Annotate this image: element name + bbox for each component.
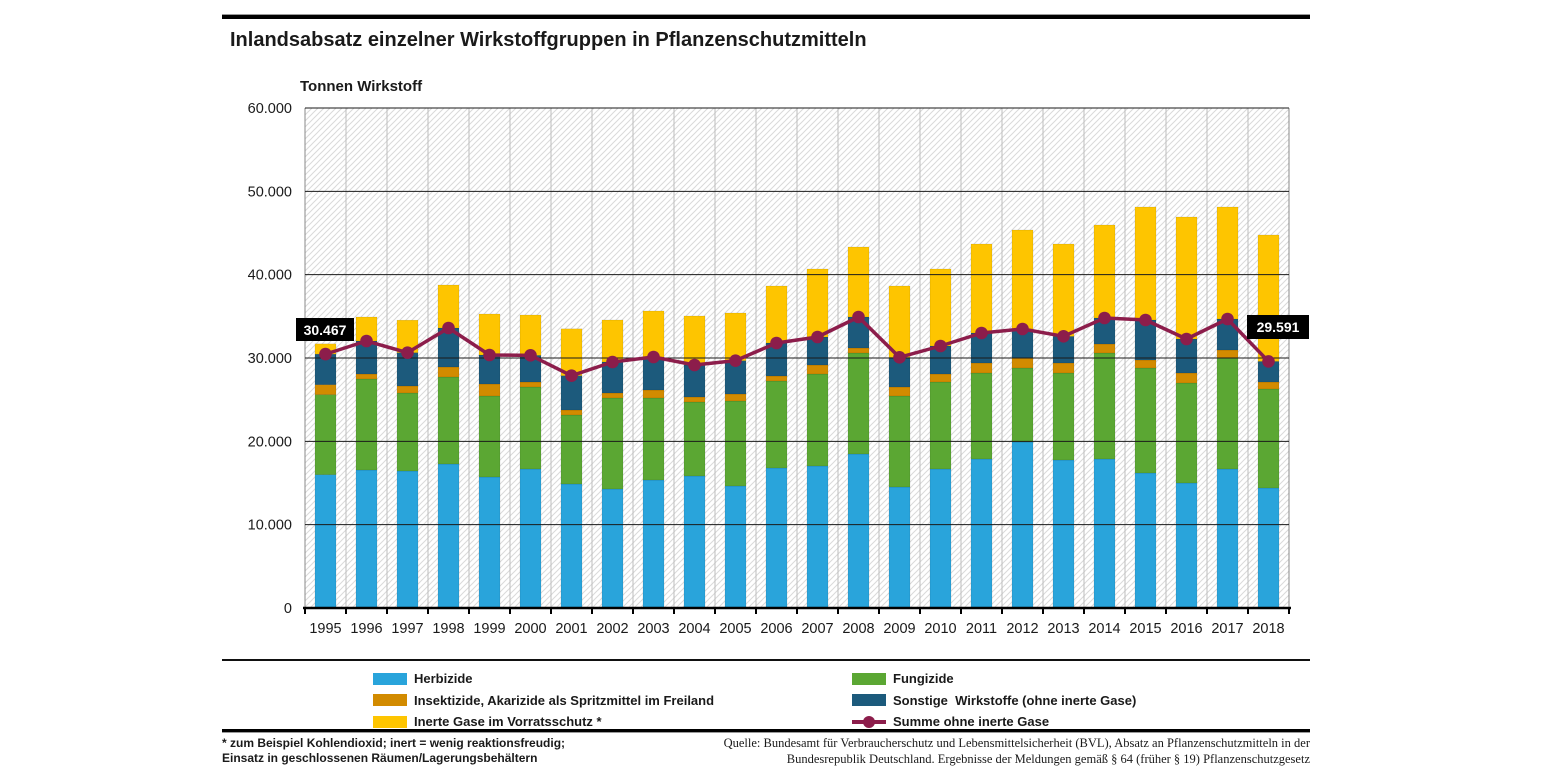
bar-segment-insektizide-2009 — [889, 387, 910, 396]
legend-item-label: Fungizide — [893, 671, 954, 687]
bar-segment-fungizide-2007 — [807, 374, 828, 466]
bar-segment-insektizide-2018 — [1258, 382, 1279, 389]
bar-segment-fungizide-2001 — [561, 415, 582, 484]
bar-segment-insektizide-2007 — [807, 365, 828, 374]
bar-segment-fungizide-2018 — [1258, 389, 1279, 488]
bar-segment-herbizide-2015 — [1135, 473, 1156, 608]
legend-swatch-icon — [373, 694, 407, 706]
line-marker-2016 — [1180, 333, 1193, 346]
bar-segment-insektizide-2011 — [971, 363, 992, 373]
bar-segment-herbizide-2018 — [1258, 488, 1279, 608]
bar-segment-insektizide-2015 — [1135, 360, 1156, 368]
x-axis-label: 2012 — [1006, 621, 1039, 637]
legend-swatch-icon — [373, 716, 407, 728]
bar-segment-insektizide-1998 — [438, 367, 459, 377]
bar-segment-insektizide-2014 — [1094, 344, 1115, 353]
footnote-line-2: Einsatz in geschlossenen Räumen/Lagerungsbehältern — [222, 751, 538, 765]
x-axis-label: 1998 — [432, 621, 465, 637]
bar-segment-fungizide-1996 — [356, 379, 377, 470]
bar-segment-herbizide-2004 — [684, 476, 705, 608]
x-axis-label: 2010 — [924, 621, 957, 637]
bar-segment-insektizide-2013 — [1053, 363, 1074, 373]
bar-segment-inerte_gase-2011 — [971, 244, 992, 333]
bar-segment-insektizide-2006 — [766, 376, 787, 381]
bar-segment-insektizide-2001 — [561, 410, 582, 415]
bar-segment-fungizide-2004 — [684, 402, 705, 476]
line-marker-2006 — [770, 337, 783, 350]
bar-segment-inerte_gase-2017 — [1217, 207, 1238, 319]
x-axis-label: 2014 — [1088, 621, 1121, 637]
line-marker-2012 — [1016, 323, 1029, 336]
line-marker-1997 — [401, 346, 414, 359]
bar-segment-inerte_gase-2001 — [561, 329, 582, 376]
line-marker-2000 — [524, 349, 537, 362]
line-marker-2007 — [811, 331, 824, 344]
legend-item-label: Inerte Gase im Vorratsschutz * — [414, 714, 602, 730]
bar-segment-insektizide-2003 — [643, 390, 664, 398]
line-marker-2003 — [647, 351, 660, 364]
legend-left-column — [373, 668, 714, 733]
x-axis-label: 2004 — [678, 621, 711, 637]
x-axis-label: 2002 — [596, 621, 629, 637]
bar-segment-inerte_gase-2008 — [848, 247, 869, 317]
bar-segment-herbizide-1998 — [438, 464, 459, 608]
bar-segment-insektizide-1999 — [479, 384, 500, 396]
bar-segment-herbizide-2007 — [807, 466, 828, 608]
bar-segment-inerte_gase-2006 — [766, 286, 787, 343]
bar-segment-fungizide-1995 — [315, 395, 336, 475]
bar-segment-herbizide-2001 — [561, 484, 582, 608]
bar-segment-inerte_gase-2003 — [643, 311, 664, 357]
bar-segment-herbizide-2011 — [971, 459, 992, 608]
chart-legend — [222, 659, 1310, 731]
bar-segment-fungizide-2002 — [602, 398, 623, 489]
source-line-2: Bundesrepublik Deutschland. Ergebnisse der Meldungen gemäß § 64 (früher § 19) Pflanzenschutzgesetz — [786, 751, 1310, 766]
bar-segment-inerte_gase-2013 — [1053, 244, 1074, 336]
bar-segment-herbizide-2013 — [1053, 460, 1074, 608]
bar-segment-inerte_gase-2015 — [1135, 207, 1156, 320]
x-axis-label: 2018 — [1252, 621, 1285, 637]
summe-line-icon — [852, 716, 886, 728]
y-axis-title: Tonnen Wirkstoff — [300, 78, 423, 95]
line-marker-2018 — [1262, 355, 1275, 368]
bar-segment-fungizide-2006 — [766, 381, 787, 468]
x-axis-label: 1996 — [350, 621, 383, 637]
bar-segment-fungizide-1999 — [479, 396, 500, 477]
bar-segment-inerte_gase-2010 — [930, 269, 951, 346]
y-axis-label: 40.000 — [247, 267, 292, 284]
bar-segment-herbizide-1999 — [479, 477, 500, 608]
y-axis-label: 50.000 — [247, 184, 292, 201]
x-axis-label: 1999 — [473, 621, 506, 637]
line-marker-1995 — [319, 348, 332, 361]
bar-segment-herbizide-2016 — [1176, 483, 1197, 608]
y-axis-label: 60.000 — [247, 101, 292, 117]
bar-segment-fungizide-2015 — [1135, 368, 1156, 473]
line-marker-1999 — [483, 349, 496, 362]
bar-segment-fungizide-1998 — [438, 377, 459, 464]
line-marker-2017 — [1221, 313, 1234, 326]
line-marker-1998 — [442, 322, 455, 335]
bar-segment-fungizide-1997 — [397, 393, 418, 471]
x-axis-label: 2011 — [965, 621, 998, 637]
bar-segment-inerte_gase-2016 — [1176, 217, 1197, 339]
line-marker-2010 — [934, 340, 947, 353]
legend-item-label: Herbizide — [414, 671, 473, 687]
bar-segment-herbizide-2002 — [602, 489, 623, 608]
bar-segment-inerte_gase-2005 — [725, 313, 746, 361]
legend-item — [852, 690, 1136, 712]
y-axis-label: 0 — [283, 601, 292, 617]
bar-segment-insektizide-2012 — [1012, 358, 1033, 368]
bar-segment-inerte_gase-2018 — [1258, 235, 1279, 361]
line-marker-2001 — [565, 369, 578, 382]
bar-segment-fungizide-2016 — [1176, 383, 1197, 483]
bar-segment-insektizide-2000 — [520, 382, 541, 387]
line-marker-2005 — [729, 354, 742, 367]
bar-segment-fungizide-2005 — [725, 401, 746, 486]
y-axis-label: 20.000 — [247, 434, 292, 451]
legend-item-label: Insektizide, Akarizide als Spritzmittel im Freiland — [414, 692, 715, 708]
bar-segment-fungizide-2017 — [1217, 358, 1238, 469]
x-axis-label: 1995 — [309, 621, 342, 637]
bar-segment-inerte_gase-2014 — [1094, 225, 1115, 318]
legend-swatch-icon — [852, 673, 886, 685]
bar-segment-herbizide-1997 — [397, 471, 418, 608]
bar-segment-herbizide-2010 — [930, 469, 951, 608]
x-axis-label: 2006 — [760, 621, 793, 637]
x-axis-label: 2003 — [637, 621, 670, 637]
line-marker-2011 — [975, 327, 988, 340]
bar-segment-insektizide-2008 — [848, 348, 869, 353]
line-marker-1996 — [360, 335, 373, 348]
data-label-1995: 30.467 — [296, 318, 354, 341]
legend-swatch-icon — [373, 673, 407, 685]
bar-segment-herbizide-2006 — [766, 468, 787, 608]
bar-segment-insektizide-2002 — [602, 393, 623, 398]
legend-item-label: Sonstige Wirkstoffe (ohne inerte Gase) — [893, 692, 1137, 708]
bar-segment-herbizide-2000 — [520, 469, 541, 608]
x-axis-label: 2001 — [555, 621, 588, 637]
legend-bottom-rule — [222, 729, 1310, 733]
source-citation — [724, 736, 1310, 767]
line-marker-2013 — [1057, 330, 1070, 343]
bar-segment-herbizide-2017 — [1217, 469, 1238, 608]
bar-segment-fungizide-2010 — [930, 382, 951, 469]
legend-right-column — [852, 668, 1136, 733]
x-axis-label: 2013 — [1047, 621, 1080, 637]
legend-item-label: Summe ohne inerte Gase — [893, 714, 1050, 730]
bar-segment-herbizide-2003 — [643, 480, 664, 608]
line-marker-2004 — [688, 359, 701, 372]
bar-segment-insektizide-1995 — [315, 385, 336, 395]
legend-line-marker — [863, 716, 875, 728]
bar-segment-herbizide-2005 — [725, 486, 746, 608]
bar-segment-insektizide-2005 — [725, 394, 746, 401]
bar-segment-insektizide-2017 — [1217, 350, 1238, 358]
x-axis-label: 2007 — [801, 621, 834, 637]
y-axis-label: 30.000 — [247, 351, 292, 367]
legend-item — [373, 690, 714, 712]
x-axis-label: 1997 — [391, 621, 424, 637]
bar-segment-fungizide-2000 — [520, 387, 541, 469]
legend-swatch-icon — [852, 694, 886, 706]
bar-segment-inerte_gase-2007 — [807, 269, 828, 337]
line-marker-2014 — [1098, 312, 1111, 325]
bar-segment-insektizide-2010 — [930, 374, 951, 382]
footnote-line-1: * zum Beispiel Kohlendioxid; inert = wenig reaktionsfreudig; — [222, 736, 566, 750]
bar-segment-insektizide-1996 — [356, 374, 377, 379]
x-axis-label: 2008 — [842, 621, 875, 637]
y-axis-label: 10.000 — [247, 517, 292, 534]
data-label-2018: 29.591 — [1247, 315, 1309, 339]
x-axis-label: 2000 — [514, 621, 547, 637]
bar-segment-inerte_gase-2012 — [1012, 230, 1033, 329]
bar-segment-insektizide-1997 — [397, 386, 418, 393]
bar-segment-herbizide-1995 — [315, 475, 336, 608]
x-axis-label: 2009 — [883, 621, 916, 637]
bar-segment-herbizide-2008 — [848, 454, 869, 608]
line-marker-2002 — [606, 356, 619, 369]
line-marker-2009 — [893, 351, 906, 364]
footnote — [222, 736, 565, 766]
page-title: Inlandsabsatz einzelner Wirkstoffgruppen in Pflanzenschutzmitteln — [230, 29, 867, 51]
bar-segment-fungizide-2008 — [848, 353, 869, 454]
bar-segment-inerte_gase-1998 — [438, 285, 459, 328]
bar-segment-fungizide-2013 — [1053, 373, 1074, 460]
bar-segment-herbizide-2009 — [889, 487, 910, 608]
bar-segment-herbizide-2014 — [1094, 459, 1115, 608]
bar-segment-insektizide-2016 — [1176, 373, 1197, 383]
line-marker-2015 — [1139, 314, 1152, 327]
legend-item — [373, 668, 714, 690]
x-axis-label: 2015 — [1129, 621, 1162, 637]
source-line-1: Quelle: Bundesamt für Verbraucherschutz und Lebensmittelsicherheit (BVL), Absatz an Pflanzenschutzmitteln in der — [723, 736, 1310, 750]
bar-segment-inerte_gase-2009 — [889, 286, 910, 357]
line-marker-2008 — [852, 311, 865, 324]
x-axis-label: 2017 — [1211, 621, 1244, 637]
bar-segment-fungizide-2012 — [1012, 368, 1033, 442]
bar-segment-fungizide-2014 — [1094, 353, 1115, 459]
x-axis-label: 2005 — [719, 621, 752, 637]
x-axis-label: 2016 — [1170, 621, 1203, 637]
bar-segment-insektizide-2004 — [684, 397, 705, 402]
bar-segment-herbizide-1996 — [356, 470, 377, 608]
bar-segment-fungizide-2011 — [971, 373, 992, 459]
bar-segment-fungizide-2003 — [643, 398, 664, 480]
legend-item — [852, 668, 1136, 690]
